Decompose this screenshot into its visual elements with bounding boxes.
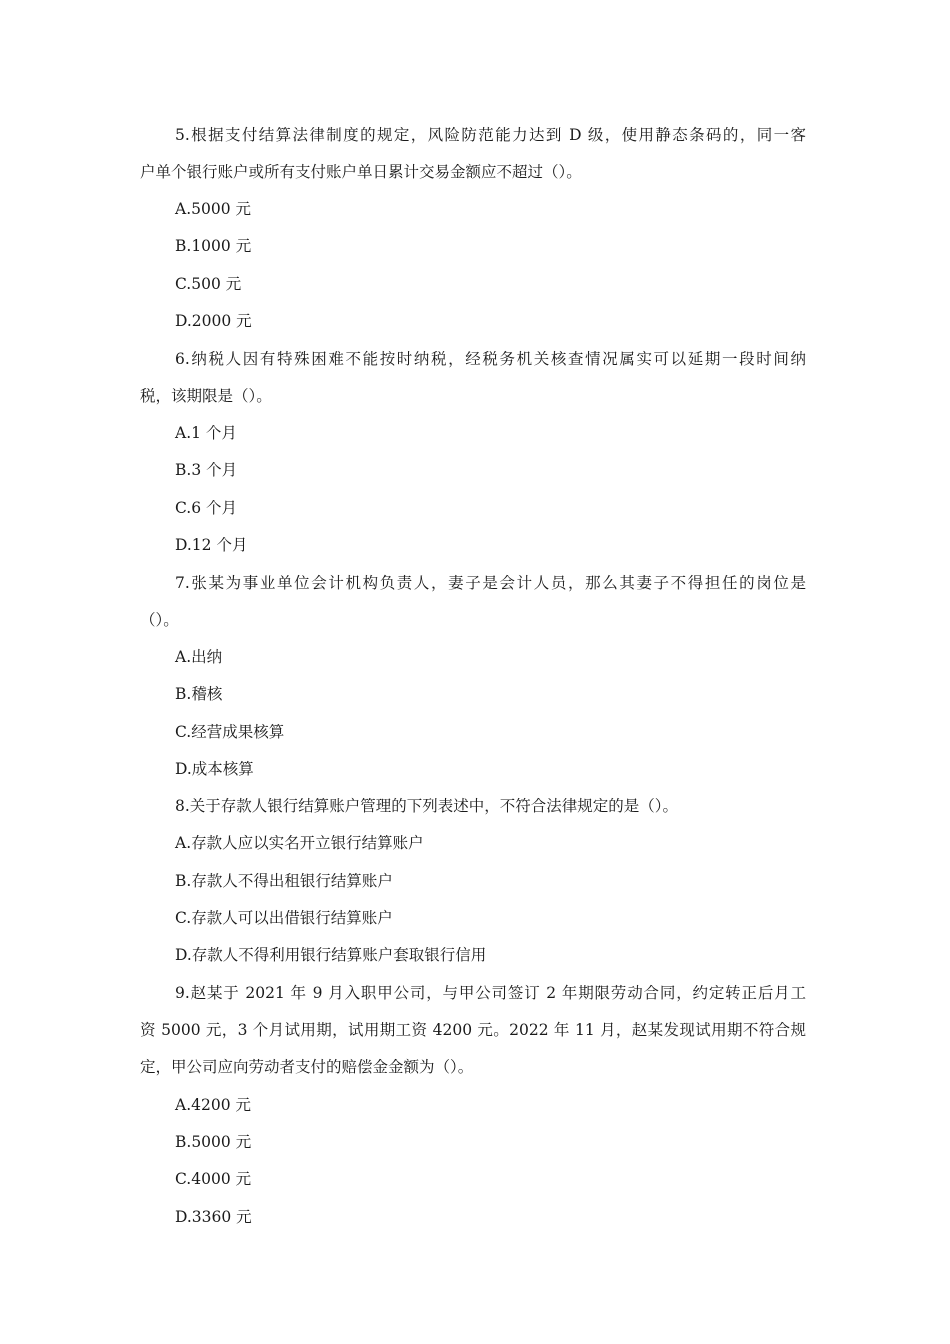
question-7-option-d: D.成本核算 [175, 760, 254, 778]
question-8-stem-line-1: 8.关于存款人银行结算账户管理的下列表述中，不符合法律规定的是（）。 [175, 797, 679, 815]
question-9-option-b: B.5000 元 [175, 1133, 252, 1151]
question-6-option-d: D.12 个月 [175, 536, 248, 554]
question-5-stem-line-1: 5.根据支付结算法律制度的规定，风险防范能力达到 D 级，使用静态条码的，同一客 [175, 126, 806, 144]
question-9-stem-line-2: 资 5000 元，3 个月试用期，试用期工资 4200 元。2022 年 11 月，赵某发现试用期不符合规 [140, 1021, 806, 1039]
question-5-option-d: D.2000 元 [175, 312, 252, 330]
question-9-option-a: A.4200 元 [175, 1096, 251, 1114]
question-5-stem-line-2: 户单个银行账户或所有支付账户单日累计交易金额应不超过（）。 [140, 163, 582, 181]
question-7-stem-line-1: 7.张某为事业单位会计机构负责人，妻子是会计人员，那么其妻子不得担任的岗位是 [175, 574, 806, 592]
question-6-option-b: B.3 个月 [175, 461, 238, 479]
question-6-stem-line-1: 6.纳税人因有特殊困难不能按时纳税，经税务机关核查情况属实可以延期一段时间纳 [175, 350, 806, 368]
question-7-option-c: C.经营成果核算 [175, 723, 285, 741]
question-7-option-b: B.稽核 [175, 685, 223, 703]
question-6-option-a: A.1 个月 [175, 424, 237, 442]
question-7-option-a: A.出纳 [175, 648, 223, 666]
question-5-option-b: B.1000 元 [175, 237, 252, 255]
question-5-option-c: C.500 元 [175, 275, 242, 293]
question-6-stem-line-2: 税，该期限是（）。 [140, 387, 272, 405]
question-9-stem-line-1: 9.赵某于 2021 年 9 月入职甲公司，与甲公司签订 2 年期限劳动合同，约定转正后月工 [175, 984, 806, 1002]
question-9-option-d: D.3360 元 [175, 1208, 252, 1226]
question-9-option-c: C.4000 元 [175, 1170, 252, 1188]
question-8-option-d: D.存款人不得利用银行结算账户套取银行信用 [175, 946, 487, 964]
question-6-option-c: C.6 个月 [175, 499, 238, 517]
question-5-option-a: A.5000 元 [175, 200, 251, 218]
question-8-option-a: A.存款人应以实名开立银行结算账户 [175, 834, 424, 852]
question-9-stem-line-3: 定，甲公司应向劳动者支付的赔偿金金额为（）。 [140, 1058, 474, 1076]
question-8-option-b: B.存款人不得出租银行结算账户 [175, 872, 393, 890]
question-8-option-c: C.存款人可以出借银行结算账户 [175, 909, 393, 927]
question-7-stem-line-2: （）。 [140, 611, 179, 629]
